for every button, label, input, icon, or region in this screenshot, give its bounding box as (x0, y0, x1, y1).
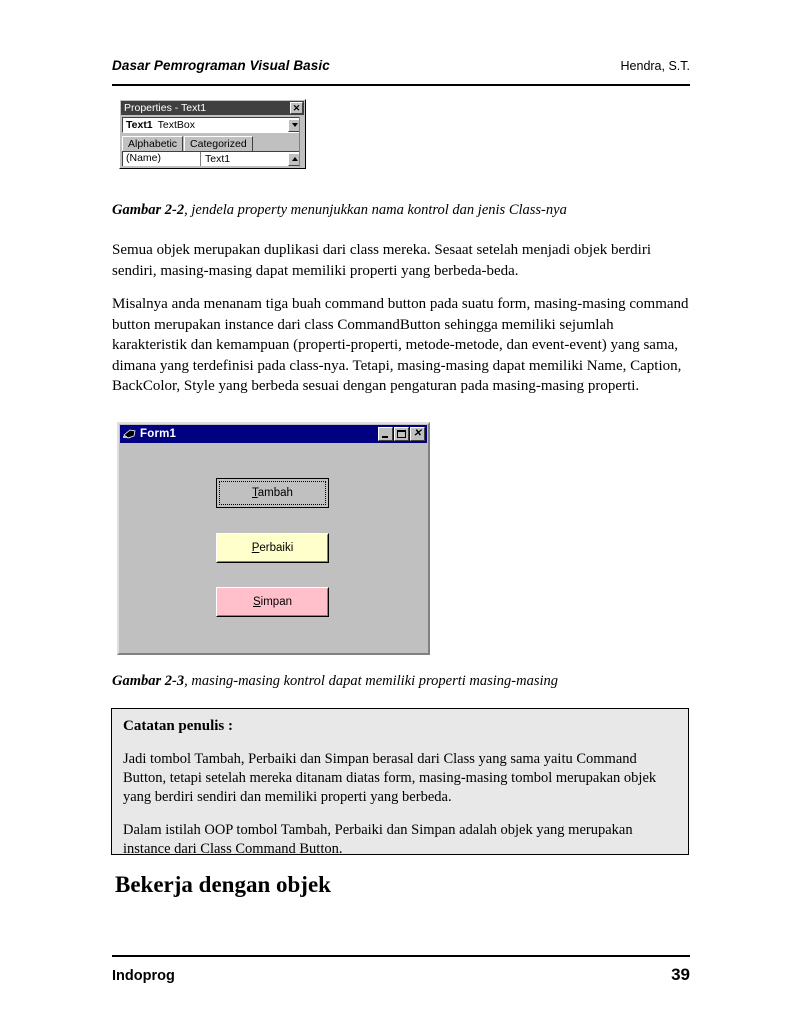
figure-2-2-caption (112, 202, 567, 219)
form-title: Form1 (140, 428, 177, 440)
figure-2-2-text: , jendela property menunjukkan nama kontrol dan jenis Class-nya (184, 202, 567, 218)
figure-2-3-text: , masing-masing kontrol dapat memiliki properti masing-masing (184, 673, 559, 689)
command-button-simpan-label (253, 596, 292, 608)
figure-2-3-label: Gambar 2-3 (112, 673, 185, 689)
page-header (112, 58, 690, 73)
header-book-title: Dasar Pemrograman Visual Basic (112, 58, 330, 73)
footer-divider (112, 955, 690, 957)
object-selector-combo[interactable] (122, 117, 303, 133)
paragraph-1: Semua objek merupakan duplikasi dari class mereka. Sesaat setelah menjadi objek berdiri sendiri, masing-masing dapat memiliki properti yang berbeda-beda. (112, 242, 651, 279)
properties-title: Properties - Text1 (124, 102, 207, 114)
window-controls (378, 427, 425, 441)
command-button-simpan[interactable] (216, 587, 329, 617)
figure-2-2-label: Gambar 2-2 (112, 202, 185, 218)
minimize-icon[interactable] (378, 427, 393, 441)
note-paragraph-2: Dalam istilah OOP tombol Tambah, Perbaiki dan Simpan adalah objek yang merupakan instance dari Class Command Button. (123, 822, 633, 857)
vb-form-window (117, 422, 430, 655)
form-app-icon (123, 428, 136, 440)
object-class: TextBox (157, 119, 196, 131)
command-button-tambah-label (252, 487, 293, 499)
property-row[interactable] (122, 151, 303, 166)
form-titlebar (120, 425, 427, 443)
footer-publisher: Indoprog (112, 968, 175, 984)
page-footer (112, 965, 690, 985)
label-rest: erbaiki (259, 542, 294, 554)
command-button-tambah[interactable] (216, 478, 329, 508)
paragraph-2: Misalnya anda menanam tiga buah command button pada suatu form, masing-masing command button merupakan instance dari class CommandButton sehingga memiliki sejumlah karakteristik dan kemampuan (properti-properti, metode-metode, dan event-event) yang sama, dimana yang terdefinisi pada class-nya. Tetapi, masing-masing dapat memiliki Name, Caption, BackColor, Style yang berbeda sesuai dengan pengaturan pada masing-masing properti. (112, 296, 689, 394)
label-rest: ambah (257, 487, 293, 499)
command-button-perbaiki-label (252, 542, 294, 554)
maximize-icon[interactable] (394, 427, 409, 441)
accel-char: P (251, 542, 260, 554)
note-title: Catatan penulis : (123, 718, 234, 734)
page-number: 39 (671, 965, 690, 984)
author-note-box (111, 708, 689, 855)
tab-alphabetic[interactable]: Alphabetic (122, 136, 183, 151)
property-value[interactable]: Text1 (205, 153, 231, 165)
section-heading: Bekerja dengan objek (115, 872, 331, 897)
properties-titlebar (121, 101, 304, 115)
close-icon[interactable]: ✕ (290, 102, 303, 114)
header-author: Hendra, S.T. (620, 59, 690, 73)
vertical-scrollbar[interactable] (299, 117, 304, 167)
figure-2-3-caption (112, 673, 558, 690)
note-paragraph-1: Jadi tombol Tambah, Perbaiki dan Simpan berasal dari Class yang sama yaitu Command Button, tetapi setelah mereka ditanam diatas form, masing-masing tombol merupakan objek yang berdiri sendiri dan memiliki properti yang berbeda. (123, 751, 657, 805)
accel-char: T (252, 487, 258, 499)
tab-categorized[interactable]: Categorized (184, 136, 253, 151)
property-name: (Name) (123, 152, 201, 166)
properties-window (119, 99, 306, 169)
object-name: Text1 (126, 119, 153, 131)
accel-char: S (253, 596, 261, 608)
label-rest: impan (260, 596, 292, 608)
properties-tabs (122, 136, 303, 151)
close-icon[interactable]: ✕ (410, 427, 425, 441)
command-button-perbaiki[interactable] (216, 533, 329, 563)
header-divider (112, 84, 690, 86)
form-canvas (119, 444, 428, 653)
